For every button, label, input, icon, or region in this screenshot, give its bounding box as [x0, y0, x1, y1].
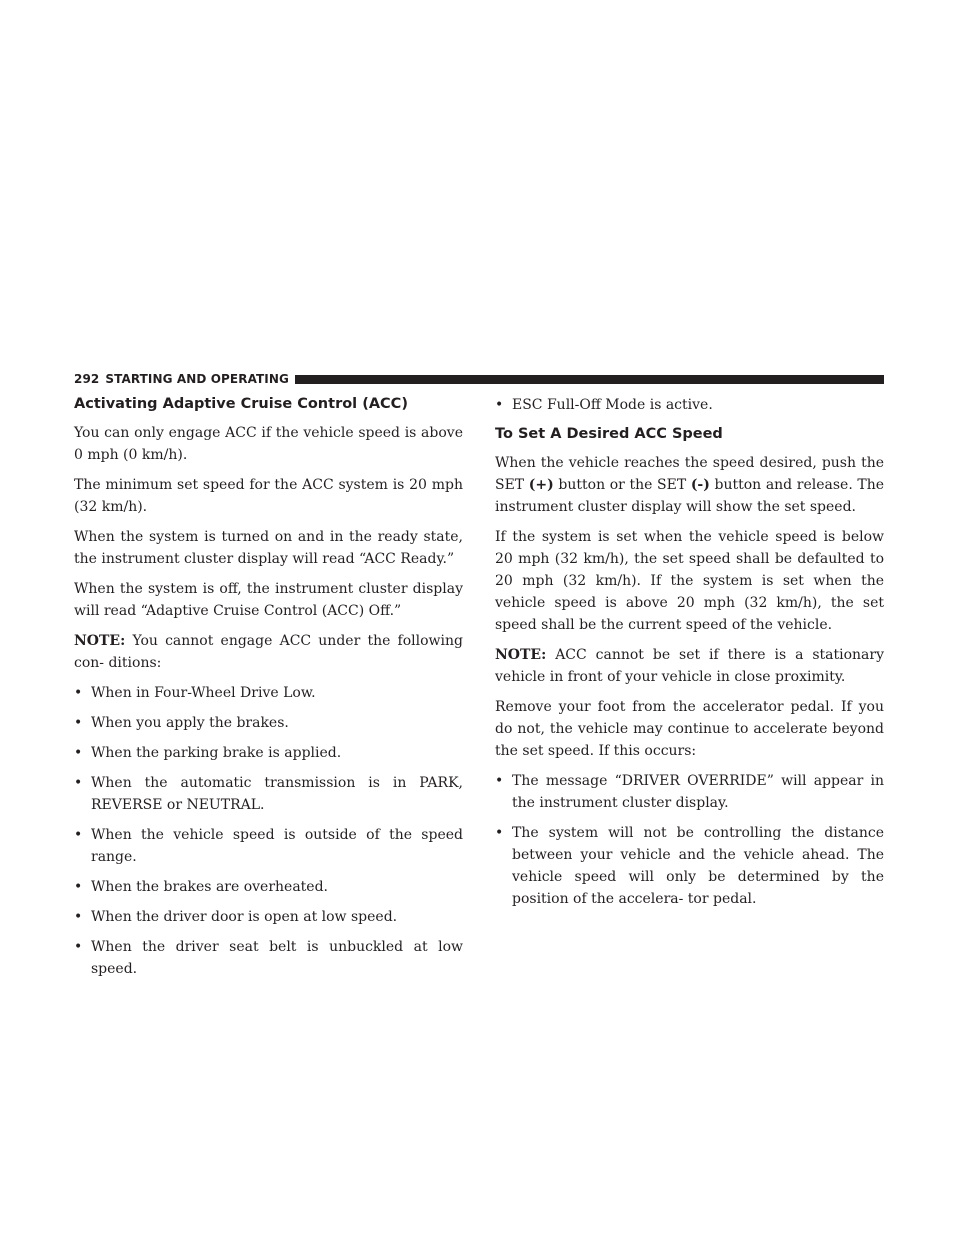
heading-activating-acc: Activating Adaptive Cruise Control (ACC) [74, 396, 408, 412]
list-item: • The message “DRIVER OVERRIDE” will appear in the instrument cluster display. [495, 770, 884, 814]
bullet-icon: • [74, 745, 83, 761]
bullet-icon: • [495, 773, 504, 789]
section-title: STARTING AND OPERATING [105, 372, 289, 386]
bullet-icon: • [74, 939, 83, 955]
paragraph-default-speed: If the system is set when the vehicle speed is below 20 mph (32 km/h), the set speed shall be defaulted to 20 mph (32 km/h). If the system is set when the vehicle speed is above 20 mph (32 km/h), the set speed shall be the current speed of the vehicle. [495, 529, 884, 633]
list-item: • When you apply the brakes. [74, 712, 463, 734]
set-minus-label: (-) [690, 477, 710, 493]
paragraph-engage-speed: You can only engage ACC if the vehicle speed is above 0 mph (0 km/h). [74, 425, 463, 463]
page-header [74, 369, 884, 389]
note-paragraph [74, 630, 463, 674]
set-plus-label: (+) [528, 477, 554, 493]
paragraph-ready-state: When the system is turned on and in the ready state, the instrument cluster display will read “ACC Ready.” [74, 529, 463, 567]
right-column [495, 394, 884, 918]
note-text: ACC cannot be set if there is a stationary vehicle in front of your vehicle in close proximity. [495, 647, 885, 685]
bullet-icon: • [74, 775, 83, 791]
continued-conditions-list [495, 394, 884, 416]
bullet-icon: • [495, 397, 504, 413]
list-item: • When the brakes are overheated. [74, 876, 463, 898]
list-item: • When the vehicle speed is outside of the speed range. [74, 824, 463, 868]
page-number: 292 [74, 372, 100, 386]
note-text: You cannot engage ACC under the following con- ditions: [74, 633, 463, 671]
note-label: NOTE: [74, 633, 126, 649]
note-paragraph [495, 644, 884, 688]
paragraph-system-off: When the system is off, the instrument cluster display will read “Adaptive Cruise Control (ACC) Off.” [74, 581, 463, 619]
bullet-icon: • [74, 827, 83, 843]
list-item: • When the parking brake is applied. [74, 742, 463, 764]
list-item: • The system will not be controlling the distance between your vehicle and the vehicle ahead. The vehicle speed will only be determined by the position of the accelera- tor pedal. [495, 822, 884, 910]
header-rule [295, 375, 884, 384]
conditions-list [74, 682, 463, 980]
list-item: • When the driver seat belt is unbuckled at low speed. [74, 936, 463, 980]
bullet-icon: • [74, 715, 83, 731]
bullet-icon: • [495, 825, 504, 841]
bullet-icon: • [74, 909, 83, 925]
paragraph-remove-foot: Remove your foot from the accelerator pedal. If you do not, the vehicle may continue to accelerate beyond the set speed. If this occurs: [495, 699, 884, 759]
paragraph-set-speed: When the vehicle reaches the speed desired, push the SET (+) button or the SET (-) button and release. The instrument cluster display will show the set speed. [495, 455, 885, 515]
list-item: • When the driver door is open at low speed. [74, 906, 463, 928]
list-item: • When in Four-Wheel Drive Low. [74, 682, 463, 704]
override-list [495, 770, 884, 910]
paragraph-minimum-speed: The minimum set speed for the ACC system is 20 mph (32 km/h). [74, 477, 463, 515]
heading-set-acc-speed: To Set A Desired ACC Speed [495, 426, 723, 442]
bullet-icon: • [74, 685, 83, 701]
list-item: • When the automatic transmission is in PARK, REVERSE or NEUTRAL. [74, 772, 463, 816]
bullet-icon: • [74, 879, 83, 895]
left-column [74, 394, 463, 988]
list-item: • ESC Full-Off Mode is active. [495, 394, 884, 416]
note-label: NOTE: [495, 647, 547, 663]
